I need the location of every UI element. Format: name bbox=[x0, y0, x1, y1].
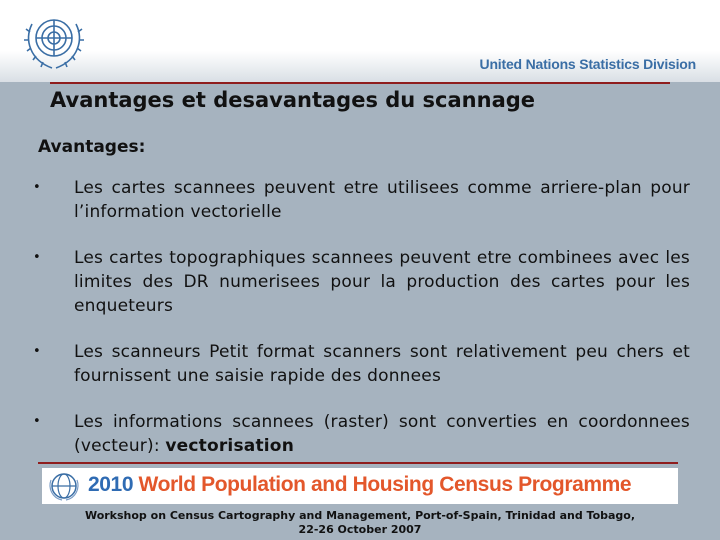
bullet-item bbox=[30, 246, 690, 318]
un-emblem-icon bbox=[22, 10, 86, 72]
bullet-item bbox=[30, 176, 690, 224]
header-bar bbox=[0, 0, 720, 82]
bullet-icon: • bbox=[33, 414, 41, 429]
bullet-icon: • bbox=[33, 344, 41, 359]
title-divider bbox=[50, 82, 670, 84]
bullet-item bbox=[30, 410, 690, 458]
bullet-item bbox=[30, 340, 690, 388]
footer-line-2: 22-26 October 2007 bbox=[298, 523, 422, 536]
division-label: United Nations Statistics Division bbox=[479, 56, 696, 72]
bullet-text: Les cartes scannees peuvent etre utilisees comme arriere-plan pour l’information vectorielle bbox=[74, 178, 690, 222]
bullet-text-bold: vectorisation bbox=[165, 436, 294, 456]
bullet-text: Les informations scannees (raster) sont converties en coordonnees (vecteur): bbox=[74, 412, 690, 456]
footer-divider bbox=[38, 462, 678, 464]
bullet-icon: • bbox=[33, 250, 41, 265]
slide-title: Avantages et desavantages du scannage bbox=[50, 88, 536, 112]
subheading: Avantages: bbox=[38, 137, 146, 157]
banner-text: World Population and Housing Census Programme bbox=[133, 473, 632, 496]
bullet-list bbox=[30, 176, 690, 458]
census-banner bbox=[42, 468, 678, 504]
bullet-text: Les scanneurs Petit format scanners sont relativement peu chers et fournissent une saisie rapide des donnees bbox=[74, 342, 690, 386]
footer-line-1: Workshop on Census Cartography and Management, Port-of-Spain, Trinidad and Tobago, bbox=[84, 509, 636, 522]
banner-year: 2010 bbox=[88, 473, 134, 496]
census-globe-icon bbox=[46, 470, 82, 502]
bullet-text: Les cartes topographiques scannees peuvent etre combinees avec les limites des DR numerisees pour la production des cartes pour les enqueteurs bbox=[74, 248, 690, 316]
banner-title bbox=[88, 473, 631, 497]
bullet-icon: • bbox=[33, 180, 41, 195]
